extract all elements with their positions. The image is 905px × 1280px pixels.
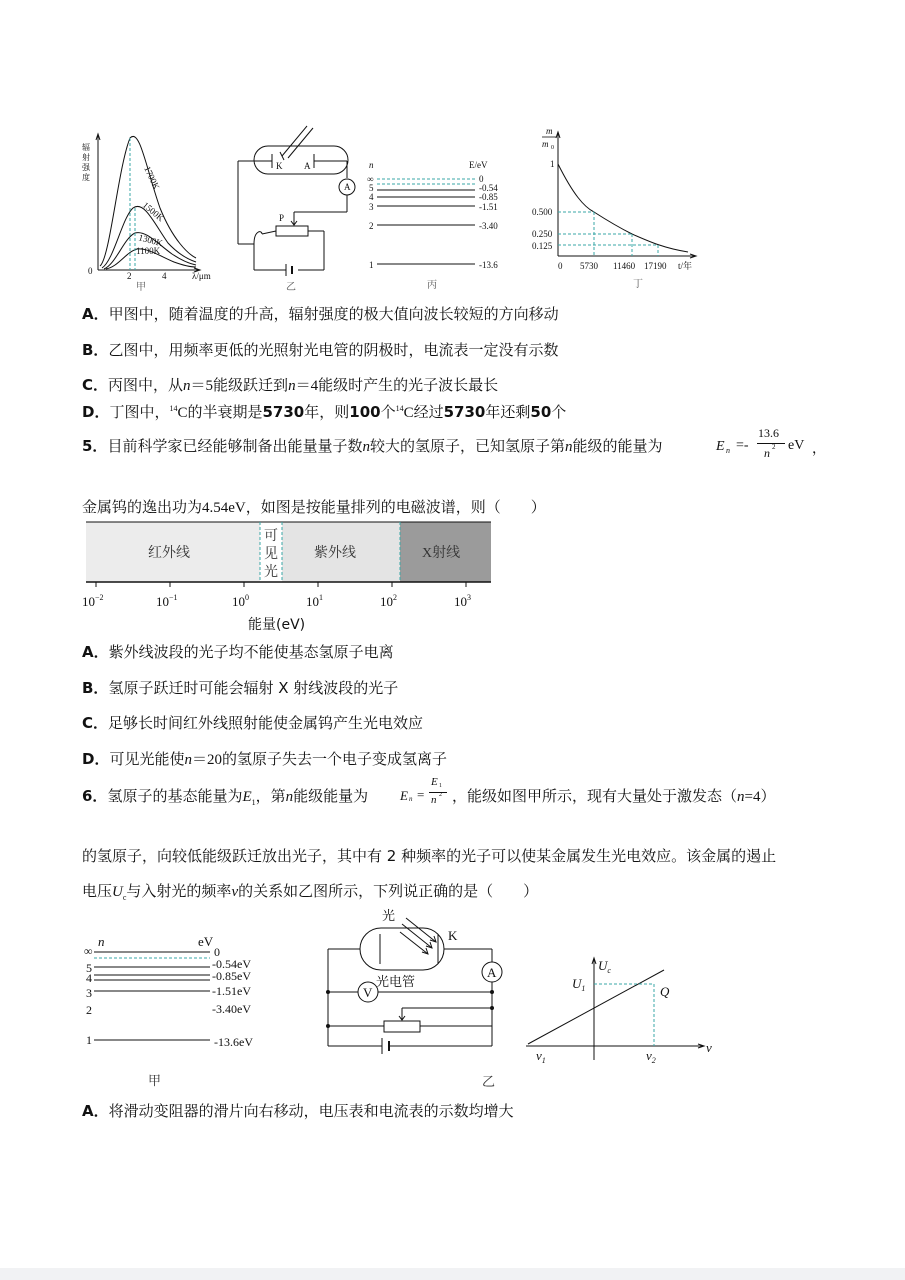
jia-ylabel-2: 射 xyxy=(82,153,90,162)
jia-caption: 甲 xyxy=(136,282,146,293)
q5-formula xyxy=(716,426,826,466)
spectrum-axis-label: 能量(eV) xyxy=(248,617,306,633)
stem-text: 金属钨的逸出功为 xyxy=(82,498,203,516)
q6-yi-ammeter-label: A xyxy=(487,965,497,980)
q6-jia-e-header: eV xyxy=(198,934,214,949)
q6-jia-e-0: 0 xyxy=(214,945,220,959)
isotope-mass: 14 xyxy=(169,404,178,413)
q5-stem xyxy=(82,436,662,457)
formula-eq: =- xyxy=(736,438,749,453)
stem-text: 的关系如乙图所示，下列说正确的是（ ） xyxy=(238,882,539,900)
ding-ylabel-num: m xyxy=(546,126,553,136)
band-label-ultraviolet: 紫外线 xyxy=(314,546,356,561)
q6-jia-e-3: -1.51eV xyxy=(212,984,251,998)
formula-num: E xyxy=(431,776,438,788)
bing-caption: 丙 xyxy=(427,280,437,291)
q4-option-b[interactable] xyxy=(82,340,558,360)
yi-meter-a: A xyxy=(344,182,351,192)
jia-ylabel-3: 强 xyxy=(82,163,90,172)
q6-jia-e-5: -0.54eV xyxy=(212,957,251,971)
formula-sub: n xyxy=(409,795,413,803)
stem-text: 能级的能量为 xyxy=(572,437,663,455)
option-text: 个 xyxy=(551,403,567,421)
graph-q: Q xyxy=(660,984,670,999)
q6-yi-voltmeter-label: V xyxy=(363,985,373,1000)
q4-option-c[interactable] xyxy=(82,375,498,396)
graph-nu2: $\nu_2$ xyxy=(646,1048,656,1065)
label-1100k: 1100K xyxy=(136,246,161,256)
option-letter: B． xyxy=(82,679,109,697)
bing-e-5: -0.54 xyxy=(479,183,498,193)
tick-1e1: $10^1$ xyxy=(306,593,323,609)
stem-text: 较大的氢原子，已知氢原子第 xyxy=(369,437,565,455)
formula-e: E xyxy=(716,439,725,454)
q5-option-c[interactable] xyxy=(82,713,423,733)
yi-label-k: K xyxy=(276,161,283,171)
q5-stem-line2 xyxy=(82,497,546,518)
ding-ytick-0500: 0.500 xyxy=(532,207,553,217)
ding-caption: 丁 xyxy=(633,279,643,290)
value: 5730 xyxy=(262,403,305,421)
ding-origin: 0 xyxy=(558,261,563,271)
option-text: 氢原子跃迁时可能会辐射 X 射线波段的光子 xyxy=(108,679,399,697)
element: C xyxy=(403,405,414,421)
stem-text: 能级能量为 xyxy=(293,787,369,805)
option-text: 能级跃迁到 xyxy=(213,376,289,394)
q6-rheostat xyxy=(384,1021,420,1032)
formula-den: n xyxy=(431,794,437,806)
value: 5730 xyxy=(443,403,486,421)
var-n: n xyxy=(564,439,573,455)
option-letter: C． xyxy=(82,376,109,394)
ding-ylabel-den: m xyxy=(542,139,549,149)
formula-num-sub: 1 xyxy=(439,783,442,789)
q6-yi-caption: 乙 xyxy=(482,1075,496,1090)
stem-text: 目前科学家已经能够制备出能量量子数 xyxy=(107,437,363,455)
yi-label-p: P xyxy=(279,213,285,223)
ding-xlabel: t/年 xyxy=(678,261,693,271)
var-n: n xyxy=(285,789,294,805)
bing-e-header: E/eV xyxy=(469,160,488,170)
option-text: 丙图中，从 xyxy=(108,376,184,394)
option-text: 个 xyxy=(380,403,396,421)
option-text: 可见光能使 xyxy=(109,750,185,768)
ding-xtick-11460: 11460 xyxy=(613,261,636,271)
jia-xtick-2: 2 xyxy=(127,271,132,281)
page-bottom-strip xyxy=(0,1268,905,1280)
ding-xtick-17190: 17190 xyxy=(644,261,667,271)
var-sub: c xyxy=(122,893,127,902)
formula-den: n xyxy=(764,446,770,460)
ding-ytick-1: 1 xyxy=(550,159,555,169)
band-label-visible-1: 可 xyxy=(264,529,278,544)
graph-xlabel: ν xyxy=(706,1040,712,1055)
var-n: n xyxy=(288,378,296,394)
stem-text: ， xyxy=(812,441,826,457)
bing-e-1: -13.6 xyxy=(479,260,498,270)
option-letter: D． xyxy=(82,403,110,421)
option-text: 的半衰期是 xyxy=(187,403,263,421)
eq: ＝20 xyxy=(191,752,222,768)
stem-text: =4） xyxy=(744,789,776,805)
option-text: 将滑动变阻器的滑片向右移动，电压表和电流表的示数均增大 xyxy=(108,1102,514,1120)
bing-e-3: -1.51 xyxy=(479,202,498,212)
eq: ＝4 xyxy=(295,378,319,394)
var-sub: 1 xyxy=(251,798,256,807)
phototube xyxy=(360,928,444,970)
stem-text: 电压 xyxy=(82,882,113,900)
ding-xtick-5730: 5730 xyxy=(580,261,598,271)
var-nu: ν xyxy=(231,884,239,900)
jia-ylabel-4: 度 xyxy=(82,173,90,182)
q4-option-d[interactable] xyxy=(82,399,566,423)
bing-n-5: 5 xyxy=(369,183,374,193)
q6-option-a[interactable] xyxy=(82,1101,514,1121)
option-text: 经过 xyxy=(413,403,444,421)
ding-ytick-0250: 0.250 xyxy=(532,229,553,239)
option-letter: A． xyxy=(82,1102,109,1120)
option-letter: B． xyxy=(82,341,109,359)
q6-jia-e-1: -13.6eV xyxy=(214,1035,253,1049)
eq: ＝5 xyxy=(190,378,214,394)
q4-figure-yi xyxy=(234,120,359,292)
bing-n-inf: ∞ xyxy=(367,174,374,184)
q6-jia-n-2: 2 xyxy=(86,1003,92,1017)
var-n: n xyxy=(183,378,191,394)
q6-figure-jia xyxy=(80,930,280,1092)
option-text: 的氢原子失去一个电子变成氢离子 xyxy=(221,750,447,768)
label-1300k: 1300K xyxy=(137,232,164,249)
label-1700k: 1700K xyxy=(142,164,162,192)
stem-text: 氢原子的基态能量为 xyxy=(107,787,243,805)
q6-jia-n-5: 5 xyxy=(86,961,92,975)
bing-n-1: 1 xyxy=(369,260,374,270)
jia-xlabel: λ/μm xyxy=(192,271,211,281)
band-label-xray: X射线 xyxy=(422,546,461,561)
jia-ylabel-1: 辐 xyxy=(82,143,90,152)
bing-n-3: 3 xyxy=(369,202,374,212)
q6-figure-yi xyxy=(322,904,512,1092)
bing-e-2: -3.40 xyxy=(479,221,498,231)
var-e: E xyxy=(242,789,252,805)
option-letter: C． xyxy=(82,714,109,732)
q4-option-a[interactable] xyxy=(82,304,559,324)
formula-exp: 2 xyxy=(772,443,776,451)
graph-u1: $U_1$ xyxy=(572,976,586,993)
bing-e-0: 0 xyxy=(479,174,484,184)
bing-n-2: 2 xyxy=(369,221,374,231)
ding-decay-curve xyxy=(558,164,688,252)
band-label-visible-2: 见 xyxy=(264,547,278,562)
value: 50 xyxy=(530,403,552,421)
var-n: n xyxy=(362,439,370,455)
option-text: 年还剩 xyxy=(485,403,531,421)
q6-jia-n-3: 3 xyxy=(86,986,92,1000)
q4-figure-bing xyxy=(365,158,525,293)
option-text: 丁图中， xyxy=(109,403,170,421)
q5-option-d[interactable] xyxy=(82,749,447,770)
yi-caption: 乙 xyxy=(286,282,296,292)
q6-stem-line2: 的氢原子，向较低能级跃迁放出光子，其中有 2 种频率的光子可以使某金属发生光电效应。该金属的遏止 xyxy=(82,847,777,865)
q6-jia-n-inf: ∞ xyxy=(84,944,93,958)
q5-option-b[interactable] xyxy=(82,678,398,698)
question-number: 5． xyxy=(82,437,108,455)
ding-ylabel-sub: 0 xyxy=(551,145,554,151)
option-text: 能级时产生的光子波长最长 xyxy=(318,376,499,394)
q6-formula xyxy=(400,776,460,816)
q6-stem-tail xyxy=(452,786,775,807)
q6-jia-n-1: 1 xyxy=(86,1033,92,1047)
tick-1e3: $10^3$ xyxy=(454,593,471,609)
formula-sub: n xyxy=(726,446,730,455)
option-text: 甲图中，随着温度的升高，辐射强度的极大值向波长较短的方向移动 xyxy=(108,305,559,323)
option-text: 足够长时间红外线照射能使金属钨产生光电效应 xyxy=(108,714,424,732)
stem-text: ，如图是按能量排列的电磁波谱，则（ ） xyxy=(245,498,546,516)
formula-num: 13.6 xyxy=(758,426,779,440)
work-function: 4.54eV xyxy=(202,500,246,516)
formula-unit: eV xyxy=(788,438,805,453)
graph-line xyxy=(528,970,664,1044)
tick-1e0: $10^0$ xyxy=(232,593,249,609)
var-n: n xyxy=(184,752,192,768)
q6-yi-tube: 光电管 xyxy=(376,975,416,990)
option-letter: A． xyxy=(82,305,109,323)
question-number: 6． xyxy=(82,787,108,805)
option-text: 年，则 xyxy=(304,403,350,421)
isotope-mass: 14 xyxy=(395,404,404,413)
bing-e-4: -0.85 xyxy=(479,192,498,202)
ding-ytick-0125: 0.125 xyxy=(532,241,553,251)
tick-1e-1: $10^{-1}$ xyxy=(156,593,178,609)
jia-origin: 0 xyxy=(88,266,93,276)
graph-nu1: $\nu_1$ xyxy=(536,1048,546,1065)
q4-figure-jia xyxy=(78,128,228,293)
q5-option-a[interactable] xyxy=(82,642,394,662)
option-letter: A． xyxy=(82,643,109,661)
option-text: 乙图中，用频率更低的光照射光电管的阴极时，电流表一定没有示数 xyxy=(108,341,559,359)
stem-text: ，第 xyxy=(255,787,286,805)
yi-label-a: A xyxy=(304,161,311,171)
jia-xtick-4: 4 xyxy=(162,271,167,281)
var-u: U xyxy=(112,884,123,900)
var-n: n xyxy=(737,789,745,805)
q4-figure-ding xyxy=(528,124,718,294)
stem-text: 与入射光的频率 xyxy=(126,882,232,900)
tick-1e2: $10^2$ xyxy=(380,593,397,609)
q6-stem xyxy=(82,786,368,813)
formula-e: E xyxy=(400,788,408,803)
q6-yi-light: 光 xyxy=(382,909,396,924)
q6-figure-graph xyxy=(522,950,722,1068)
formula-eq: = xyxy=(417,787,425,802)
q6-jia-e-4: -0.85eV xyxy=(212,969,251,983)
element: C xyxy=(177,405,188,421)
q5-spectrum xyxy=(78,518,508,636)
stem-text: ，能级如图甲所示，现有大量处于激发态（ xyxy=(452,787,738,805)
q6-jia-caption: 甲 xyxy=(148,1074,162,1089)
q6-jia-n-header: n xyxy=(98,934,105,949)
option-text: 紫外线波段的光子均不能使基态氢原子电离 xyxy=(108,643,394,661)
q6-jia-e-2: -3.40eV xyxy=(212,1002,251,1016)
option-letter: D． xyxy=(82,750,110,768)
graph-ylabel: $U_c$ xyxy=(598,958,611,975)
bing-levels xyxy=(377,179,475,264)
label-1500k: 1500K xyxy=(140,199,166,224)
band-label-visible-3: 光 xyxy=(264,565,278,580)
q6-yi-k: K xyxy=(448,928,458,943)
q6-jia-n-4: 4 xyxy=(86,971,92,985)
bing-n-header: n xyxy=(369,160,374,170)
band-label-infrared: 红外线 xyxy=(148,546,190,561)
value: 100 xyxy=(349,403,381,421)
formula-exp: 2 xyxy=(439,792,442,798)
bing-n-4: 4 xyxy=(369,192,374,202)
tick-1e-2: $10^{-2}$ xyxy=(82,593,104,609)
